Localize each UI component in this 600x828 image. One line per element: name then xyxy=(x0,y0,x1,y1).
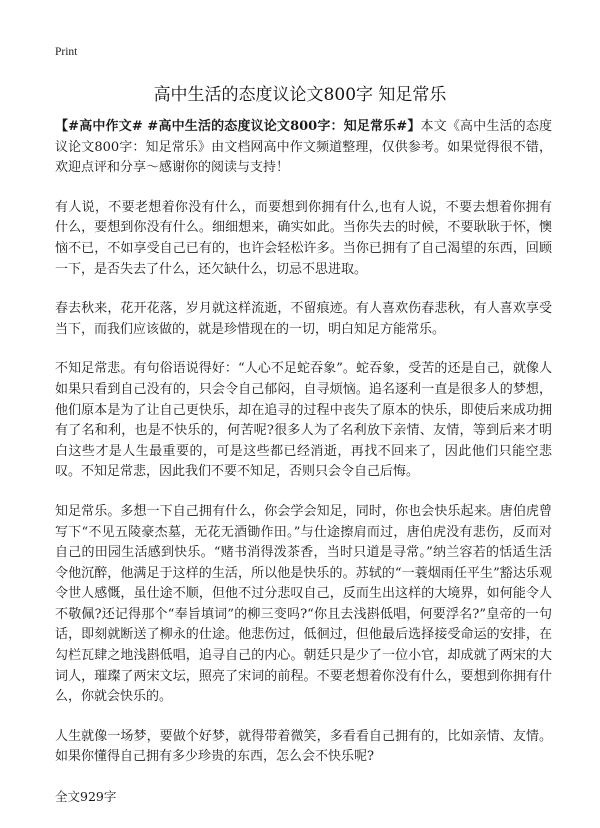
paragraph: 不知足常悲。有句俗语说得好：“人心不足蛇吞象”。蛇吞象，受苦的还是自己，就像人如果只看到自己没有的，只会令自己郁闷，自寻烦恼。追名逐利一直是很多人的梦想，他们原本是为了让自己更快乐，却在追寻的过程中丧失了原本的快乐，即使后来成功拥有了名和利，也是不快乐的，何苦呢?很多人为了名利放下亲情、友情，等到后来才明白这些才是人生最重要的，可是这些都已经消逝，再找不回来了，因此他们只能空悲叹。不知足常悲，因此我们不要不知足，否则只会令自己后悔。 xyxy=(55,361,552,480)
paragraph: 有人说，不要老想着你没有什么，而要想到你拥有什么,也有人说，不要去想着你拥有什么，要想到你没有什么。细细想来，确实如此。当你失去的时候，不要耿耿于怀，懊恼不已，不如享受自己已有的，也许会轻松许多。当你已拥有了自己渴望的东西，回顾一下，是否失去了什么，还欠缺什么，切忌不思进取。 xyxy=(55,199,552,277)
paragraph: 知足常乐。多想一下自己拥有什么，你会学会知足，同时，你也会快乐起来。唐伯虎曾写下“不见五陵豪杰墓，无花无酒锄作田。”与仕途擦肩而过，唐伯虎没有悲伤，反而对自己的田园生活感到快乐。“赌书消得泼茶香，当时只道是寻常。”纳兰容若的恬适生活令他沉醉，他满足于这样的生活，所以他是快乐的。苏轼的“一蓑烟雨任平生”豁达乐观令世人感慨，虽仕途不顺，但他不过分悲叹自己，反而生出这样的大境界，如何能令人不敬佩?还记得那个“奉旨填词”的柳三变吗?“你且去浅斟低唱，何要浮名?”皇帝的一句话，即刻就断送了柳永的仕途。他悲伤过，低徊过，但他最后选择接受命运的安排，在勾栏瓦肆之地浅斟低唱，追寻自己的内心。朝廷只是少了一位小官，却成就了两宋的大词人，璀璨了两宋文坛，照亮了宋词的前程。不要老想着你没有什么，要想到你拥有什么，你就会快乐的。 xyxy=(55,503,552,705)
paragraph: 春去秋来，花开花落，岁月就这样流逝，不留痕迹。有人喜欢伤春悲秋，有人喜欢享受当下，而我们应该做的，就是珍惜现在的一切，明白知足方能常乐。 xyxy=(55,301,552,337)
paragraph: 人生就像一场梦，要做个好梦，就得带着微笑，多看看自己拥有的，比如亲情、友情。如果你懂得自己拥有多少珍贵的东西，怎么会不快乐呢? xyxy=(55,728,552,765)
page-title: 高中生活的态度议论文800字 知足常乐 xyxy=(153,85,447,105)
print-link[interactable]: Print xyxy=(55,46,78,58)
intro-tag: 【#高中作文# #高中生活的态度议论文800字：知足常乐#】 xyxy=(55,119,421,134)
article-body xyxy=(55,117,552,805)
intro-paragraph xyxy=(55,117,552,179)
word-count: 全文929字 xyxy=(55,789,117,805)
intro-text: 本文《高中生活的态度议论文800字：知足常乐》由文档网高中作文频道整理，仅供参考。如果觉得很不错，欢迎点评和分享～感谢你的阅读与支持！ xyxy=(55,119,552,176)
